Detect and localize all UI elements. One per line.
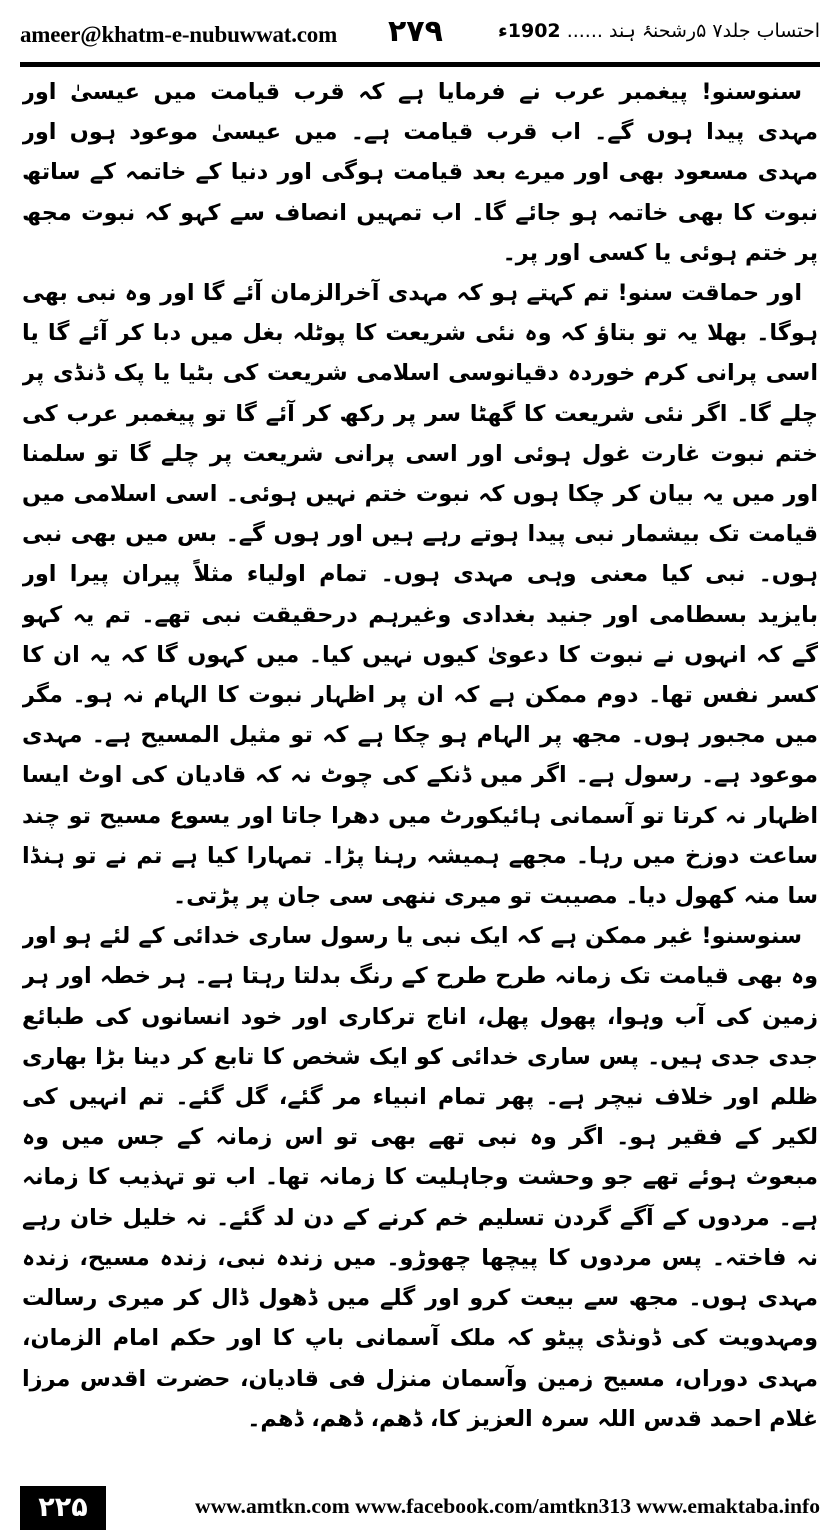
header-divider	[20, 62, 820, 67]
article-body	[22, 72, 818, 1462]
paragraph: سنوسنو! پیغمبر عرب نے فرمایا ہے کہ قرب قیامت میں عیسیٰ اور مہدی پیدا ہوں گے۔ اب قرب قیامت ہے۔ میں عیسیٰ موعود ہوں اور مہدی مسعود بھی اور میرے بعد قیامت ہوگی اور دنیا کے خاتمہ کے ساتھ نبوت کا بھی خاتمہ ہو جائے گا۔ اب تمہیں انصاف سے کہو کہ نبوت مجھ پر ختم ہوئی یا کسی اور پر۔	[22, 79, 818, 266]
paragraph: سنوسنو! غیر ممکن ہے کہ ایک نبی یا رسول ساری خدائی کے لئے ہو اور وہ بھی قیامت تک زمانہ طرح طرح کے رنگ بدلتا رہتا ہے۔ ہر خطہ اور ہر زمین کی آب وہوا، پھول پھل، اناج ترکاری اور خود انسانوں کی طبائع جدی جدی ہیں۔ پس ساری خدائی کو ایک شخص کا تابع کر دینا بڑا بھاری ظلم اور خلاف نیچر ہے۔ پھر تمام انبیاء مر گئے، گل گئے۔ تم انہیں کی لکیر کے فقیر ہو۔ اگر وہ نبی تھے بھی تو اس زمانہ کے جس میں وہ مبعوث ہوئے تھے جو وحشت وجاہلیت کا زمانہ تھا۔ اب تو تہذیب کا زمانہ ہے۔ مردوں کے آگے گردن تسلیم خم کرنے کے دن لد گئے۔ نہ خلیل خان رہے نہ فاختہ۔ پس مردوں کا پیچھا چھوڑو۔ میں زندہ نبی، زندہ مسیح، زندہ مہدی ہوں۔ مجھ سے بیعت کرو اور گلے میں ڈھول ڈال کر میری رسالت ومہدویت کی ڈونڈی پیٹو کہ ملک آسمانی باپ کا اور حکم امام الزمان، مہدی دوراں، مسیح زمین وآسمان منزل فی قادیان، حضرت اقدس مرزا غلام احمد قدس اللہ سرہ العزیز کا، ڈھم، ڈھم، ڈھم۔	[22, 923, 818, 1432]
header-email: ameer@khatm-e-nubuwwat.com	[20, 22, 338, 47]
page-footer	[20, 1486, 820, 1530]
header-page-number: ۲۷۹	[388, 14, 443, 49]
header-year: 1902ء	[498, 20, 561, 42]
page-header	[20, 14, 820, 60]
header-title-prefix: احتساب جلد۷ ۵رشحنۂ ہند ......	[566, 20, 820, 42]
footer-links[interactable]: www.amtkn.com www.facebook.com/amtkn313 www.emaktaba.info	[194, 1494, 820, 1518]
footer-page-number: ۲۲۵	[20, 1486, 106, 1530]
header-title	[498, 20, 820, 42]
paragraph: اور حماقت سنو! تم کہتے ہو کہ مہدی آخرالزمان آئے گا اور وہ نبی بھی ہوگا۔ بھلا یہ تو بتاؤ کہ وہ نئی شریعت کا پوٹلہ بغل میں دبا کر آئے گا یا اسی پرانی کرم خوردہ دقیانوسی اسلامی شریعت کی بٹیا یا پک ڈنڈی پر چلے گا۔ اگر نئی شریعت کا گھٹا سر پر رکھ کر آئے گا تو پیغمبر عرب کی ختم نبوت غارت غول ہوئی اور اسی پرانی شریعت پر چلے گا تو سلمنا اور میں یہ بیان کر چکا ہوں کہ نبوت ختم نہیں ہوئی۔ اسی اسلامی میں قیامت تک بیشمار نبی پیدا ہوتے رہے ہیں اور ہوں گے۔ بس میں بھی نبی ہوں۔ نبی کیا معنی وہی مہدی ہوں۔ تمام اولیاء مثلاً پیران پیرا اور بایزید بسطامی اور جنید بغدادی وغیرہم درحقیقت نبی تھے۔ تم یہ کہو گے کہ انہوں نے نبوت کا دعویٰ کیوں نہیں کیا۔ میں کہوں گا کہ یہ ان کا کسر نفس تھا۔ دوم ممکن ہے کہ ان پر اظہار نبوت کا الہام نہ ہو۔ مگر میں مجبور ہوں۔ مجھ پر الہام ہو چکا ہے کہ تو مثیل المسیح ہے۔ مہدی موعود ہے۔ رسول ہے۔ اگر میں ڈنکے کی چوٹ نہ کہ قادیان کی اوٹ ایسا اظہار نہ کرتا تو آسمانی ہائیکورٹ میں دھرا جاتا اور یسوع مسیح تو چند ساعت دوزخ میں رہا۔ مجھے ہمیشہ رہنا پڑا۔ تمہارا کیا ہے تم نے تو ہنڈا سا منہ کھول دیا۔ مصیبت تو میری ننھی سی جان پر پڑتی۔	[22, 280, 818, 910]
